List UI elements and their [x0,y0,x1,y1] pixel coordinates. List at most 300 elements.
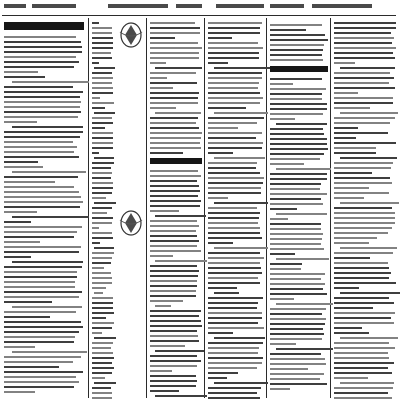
text-line [208,282,260,284]
text-line [155,305,171,307]
text-line [208,47,263,49]
text-line [270,158,320,160]
text-line [92,107,105,109]
text-line [270,253,295,255]
text-line [208,72,262,74]
text-line [150,315,199,317]
text-line [92,267,104,269]
text-line [92,42,113,44]
text-line [208,307,257,309]
text-line [4,56,76,58]
text-line [4,271,77,273]
text-line [208,347,259,349]
text-line [150,245,197,247]
text-line [208,352,258,354]
text-line [4,136,80,138]
text-line [276,348,333,350]
text-line [4,181,55,183]
text-line [4,46,82,48]
text-line [270,293,327,295]
text-line [334,227,392,229]
text-line [334,297,389,299]
text-line [208,362,262,364]
text-line [334,42,392,44]
text-line [276,123,327,125]
text-line [150,42,198,44]
text-line [92,72,112,74]
text-line [208,162,257,164]
text-line [270,44,324,46]
text-line [208,102,260,104]
text-line [334,312,395,314]
text-line [12,306,82,308]
text-line [208,207,257,209]
text-line [334,37,394,39]
text-line [155,67,202,69]
text-line [4,391,35,393]
text-line [208,177,264,179]
text-line [270,59,323,61]
column-rule [146,18,147,398]
text-line [94,67,114,69]
text-line [4,236,74,238]
text-line [92,242,100,244]
text-line [4,241,40,243]
text-line [92,362,112,364]
text-line [334,132,388,134]
text-line [92,372,112,374]
text-line [150,365,197,367]
text-line [4,326,83,328]
text-line [270,278,321,280]
text-line [334,322,394,324]
text-line [150,170,198,172]
text-line [4,356,81,358]
text-line [4,301,52,303]
text-line [334,152,376,154]
text-line [208,87,258,89]
text-line [334,357,389,359]
text-line [270,178,327,180]
text-line [270,54,322,56]
text-line [270,108,327,110]
text-line [270,273,325,275]
text-line [4,221,31,223]
text-line [4,331,79,333]
text-line [150,72,196,74]
text-line [150,300,183,302]
text-line [270,223,321,225]
text-line [150,295,196,297]
text-line [92,302,113,304]
text-line [208,392,257,394]
text-line [4,166,43,168]
text-line [4,256,31,258]
text-line [4,156,79,158]
text-line [334,167,391,169]
text-column [150,22,202,157]
text-line [150,370,172,372]
text-line [334,62,355,64]
text-line [150,122,196,124]
column-rule [266,18,267,398]
text-line [12,81,89,83]
text-line [334,162,393,164]
text-line [4,281,75,283]
text-line [92,377,105,379]
text-line [4,251,79,253]
text-line [334,352,388,354]
text-line [155,215,205,217]
text-line [92,162,114,164]
text-line [270,98,322,100]
text-line [94,292,103,294]
text-line [270,228,321,230]
text-line [334,117,395,119]
text-line [92,32,112,34]
text-line [334,362,394,364]
column-rule [204,18,205,398]
text-line [208,237,262,239]
text-line [208,147,262,149]
text-line [92,282,112,284]
text-line [4,161,38,163]
text-line [270,373,324,375]
text-line [334,262,388,264]
text-line [214,247,268,249]
text-line [150,235,197,237]
text-line [270,143,327,145]
text-line [208,287,237,289]
text-line [334,77,394,79]
text-line [150,385,196,387]
text-line [92,237,113,239]
text-line [4,346,35,348]
masthead-row [0,0,400,16]
text-line [4,186,74,188]
text-line [150,57,199,59]
text-line [208,117,264,119]
text-line [92,347,111,349]
heading-block [4,22,84,30]
text-line [92,132,113,134]
text-line [92,322,114,324]
text-line [208,62,228,64]
text-line [208,37,232,39]
text-line [150,225,199,227]
text-line [92,332,102,334]
text-line [340,202,398,204]
text-line [150,147,201,149]
text-line [334,272,391,274]
text-line [208,192,261,194]
text-line [270,148,328,150]
text-line [4,66,74,68]
text-line [208,397,260,399]
text-line [92,22,99,24]
text-line [4,266,82,268]
text-line [92,392,112,394]
text-column [270,78,328,393]
text-line [4,316,50,318]
text-line [4,311,76,313]
text-line [270,263,302,265]
text-line [150,270,199,272]
text-line [208,227,260,229]
text-line [92,182,113,184]
text-line [334,137,356,139]
text-line [4,176,78,178]
text-line [4,51,82,53]
text-line [214,382,269,384]
text-line [92,177,111,179]
text-line [4,386,74,388]
text-line [4,71,38,73]
text-column [208,22,264,402]
text-line [270,88,326,90]
text-line [92,357,114,359]
text-line [208,107,246,109]
text-line [276,258,329,260]
text-line [214,67,270,69]
text-line [334,267,389,269]
heading-block [150,158,202,164]
text-line [270,103,327,105]
text-line [92,127,105,129]
text-line [270,288,323,290]
text-line [92,277,112,279]
text-line [270,113,323,115]
text-line [208,197,228,199]
text-line [92,367,114,369]
text-line [270,283,325,285]
text-line [4,96,80,98]
text-line [270,238,322,240]
text-line [208,27,260,29]
text-line [334,172,372,174]
text-line [150,360,201,362]
text-line [276,213,328,215]
text-line [92,257,112,259]
text-line [208,57,259,59]
text-line [92,62,99,64]
text-line [150,335,198,337]
text-line [150,230,196,232]
crest-emblem-top [116,20,146,50]
text-line [270,188,320,190]
text-line [4,116,78,118]
text-line [334,212,395,214]
text-line [340,157,397,159]
text-line [4,201,83,203]
text-line [208,377,227,379]
text-line [270,363,326,365]
text-line [92,77,113,79]
text-line [150,32,200,34]
text-line [150,190,200,192]
text-line [150,87,173,89]
text-line [208,97,263,99]
text-line [208,127,238,129]
text-line [334,92,358,94]
text-line [208,312,262,314]
text-line [208,297,263,299]
text-line [334,277,389,279]
text-line [94,382,115,384]
text-line [208,357,263,359]
text-line [208,77,262,79]
text-line [92,37,113,39]
text-line [92,397,112,399]
text-line [150,340,199,342]
text-line [92,307,113,309]
text-line [92,47,113,49]
text-line [150,345,185,347]
text-line [270,233,323,235]
text-line [92,192,112,194]
text-line [270,298,294,300]
text-line [208,132,262,134]
text-line [4,106,80,108]
text-line [4,291,82,293]
text-line [334,122,390,124]
text-line [334,342,389,344]
text-line [150,310,201,312]
text-line [150,107,176,109]
text-line [340,382,393,384]
text-line [150,27,200,29]
text-line [214,337,265,339]
text-line [270,378,320,380]
text-line [150,220,197,222]
text-line [150,185,199,187]
text-line [150,180,197,182]
text-line [150,320,201,322]
text-line [334,397,392,399]
text-line [270,343,296,345]
text-line [92,262,111,264]
text-line [334,377,368,379]
text-line [12,216,89,218]
text-line [4,231,77,233]
text-line [270,338,322,340]
text-line [334,207,392,209]
text-line [270,328,323,330]
text-line [334,22,396,24]
text-line [270,333,324,335]
text-line [270,248,324,250]
text-line [334,327,362,329]
text-line [334,72,390,74]
text-line [92,222,112,224]
text-line [334,47,396,49]
text-line [334,192,389,194]
text-line [92,117,112,119]
text-line [334,317,391,319]
text-line [150,47,202,49]
text-line [92,312,114,314]
text-line [208,142,263,144]
text-line [270,313,322,315]
text-line [270,203,323,205]
text-line [150,240,199,242]
text-line [208,267,261,269]
text-line [270,318,326,320]
text-line [92,217,113,219]
text-line [208,212,260,214]
text-line [92,102,114,104]
text-line [334,52,393,54]
text-line [334,257,370,259]
text-line [340,337,398,339]
text-line [150,142,200,144]
text-line [150,127,199,129]
text-line [150,290,196,292]
text-line [208,262,260,264]
text-line [150,280,197,282]
text-line [92,167,111,169]
text-line [12,351,87,353]
text-line [92,122,113,124]
text-column [4,36,84,396]
text-line [334,182,392,184]
text-line [150,137,201,139]
text-line [92,232,112,234]
text-line [92,87,113,89]
text-line [270,308,326,310]
text-line [208,217,259,219]
text-line [270,153,324,155]
text-line [92,97,100,99]
text-line [92,227,99,229]
text-line [270,133,324,135]
text-line [94,112,115,114]
text-line [92,272,111,274]
text-line [214,157,265,159]
text-line [150,77,167,79]
crest-emblem-middle [116,208,146,238]
text-line [150,255,173,257]
text-line [208,172,260,174]
text-line [92,187,113,189]
text-line [150,210,179,212]
text-line [4,61,79,63]
text-line [92,27,112,29]
text-line [4,296,79,298]
text-line [270,323,325,325]
text-line [270,368,308,370]
text-line [208,317,262,319]
text-line [270,193,327,195]
text-line [150,205,200,207]
text-line [92,82,112,84]
text-line [208,187,261,189]
text-line [214,292,240,294]
text-line [270,243,321,245]
text-line [4,371,83,373]
text-line [334,287,359,289]
text-line [4,86,73,88]
text-line [150,380,197,382]
text-line [4,131,83,133]
text-line [208,242,233,244]
text-line [92,172,112,174]
column-rule [330,18,331,398]
text-line [208,372,238,374]
text-line [4,196,81,198]
text-line [340,67,395,69]
text-line [270,78,322,80]
